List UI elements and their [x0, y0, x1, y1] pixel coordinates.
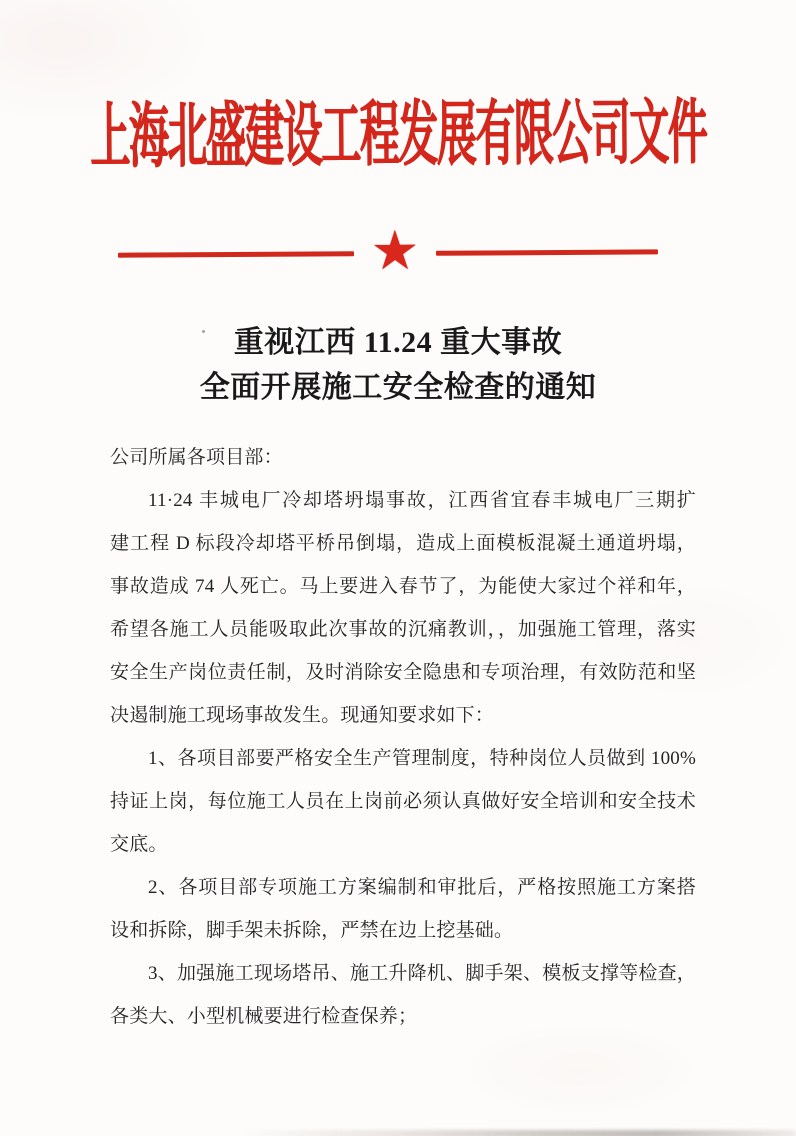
divider-line-right: [436, 249, 658, 255]
scan-artifact-bottom-smudge: [240, 1130, 796, 1136]
list-item-2-line: 设和拆除，脚手架未拆除，严禁在边上挖基础。: [110, 920, 514, 941]
paragraph-line: 建工程 D 标段冷却塔平桥吊倒塌，造成上面模板混凝土通道坍塌，: [110, 533, 696, 554]
paragraph-line: 希望各施工人员能吸取此次事故的沉痛教训，，加强施工管理，落实: [110, 619, 696, 640]
list-item-2-line: 2、各项目部专项施工方案编制和审批后，严格按照施工方案搭: [148, 877, 696, 898]
paragraph-line: 决遏制施工现场事故发生。现通知要求如下：: [110, 705, 495, 726]
salutation: 公司所属各项目部：: [110, 447, 283, 468]
letterhead: [0, 61, 796, 197]
paragraph-line: 11·24 丰城电厂冷却塔坍塌事故，江西省宜春丰城电厂三期扩: [148, 490, 696, 511]
star-divider: [0, 222, 786, 285]
document-body: [110, 436, 696, 1038]
list-item-1-line: 1、各项目部要严格安全生产管理制度，特种岗位人员做到 100%: [148, 748, 696, 769]
document-title-line2: 全面开展施工安全检查的通知: [199, 371, 597, 404]
list-item-3-line: 3、加强施工现场塔吊、施工升降机、脚手架、模板支撑等检查，: [148, 963, 696, 984]
list-item-1-line: 持证上岗，每位施工人员在上岗前必须认真做好安全培训和安全技术: [110, 791, 696, 812]
star-icon: ★: [370, 220, 420, 282]
list-item-1-line: 交底。: [110, 834, 168, 855]
scan-artifact-speck: [202, 330, 205, 333]
letterhead-text: 上海北盛建设工程发展有限公司文件: [89, 92, 707, 177]
paragraph-line: 安全生产岗位责任制，及时消除安全隐患和专项治理，有效防范和坚: [110, 662, 696, 683]
list-item-3-line: 各类大、小型机械要进行检查保养；: [110, 1006, 418, 1027]
paragraph-line: 事故造成 74 人死亡。马上要进入春节了，为能使大家过个祥和年，: [110, 576, 696, 597]
document-title: [0, 320, 796, 410]
divider-line-left: [118, 251, 354, 257]
document-title-line1: 重视江西 11.24 重大事故: [233, 326, 563, 359]
